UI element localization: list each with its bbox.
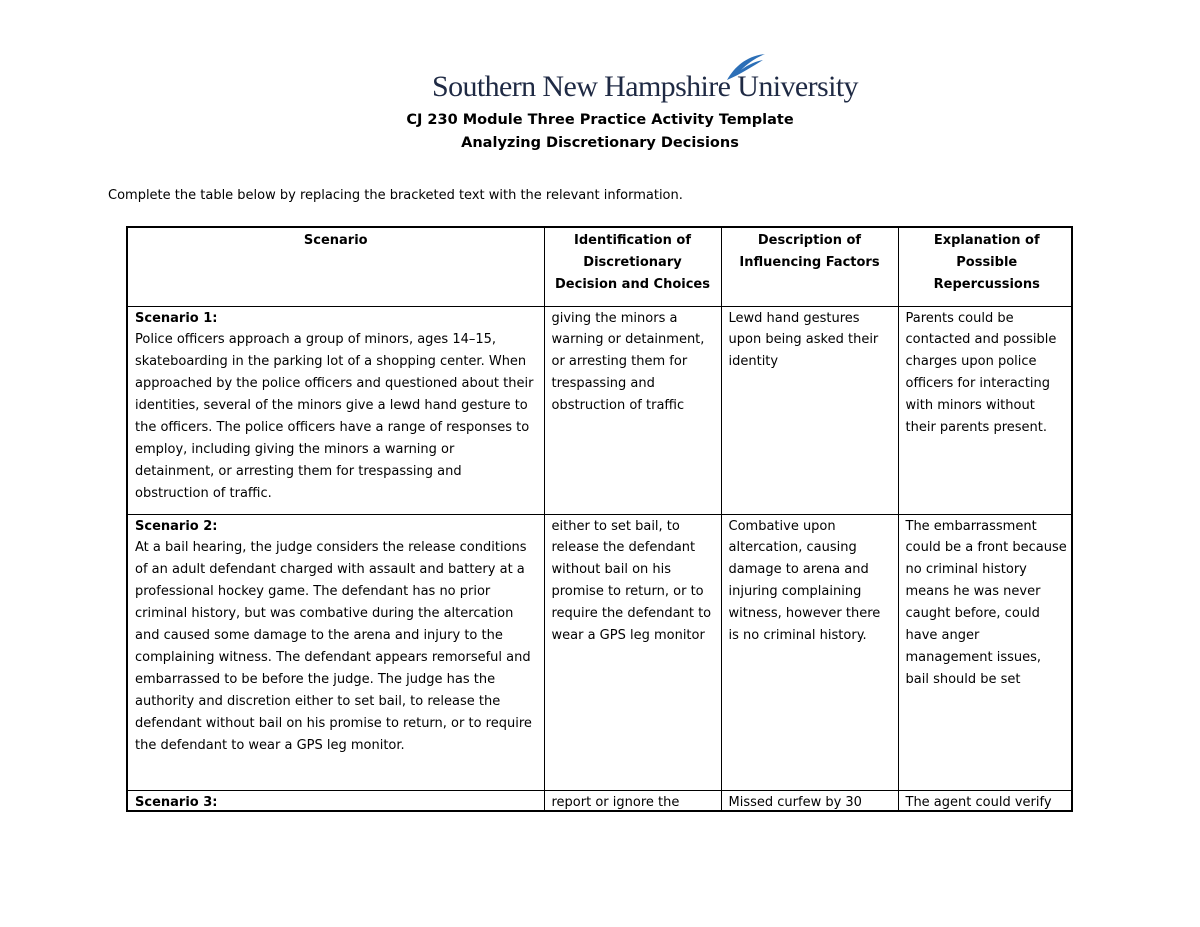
factors-cell[interactable]: Missed curfew by 30 — [721, 790, 898, 812]
repercussions-cell[interactable]: The agent could verify — [898, 790, 1073, 812]
column-header-scenario: Scenario — [128, 228, 544, 306]
document-title: CJ 230 Module Three Practice Activity Template — [406, 112, 794, 128]
scenario-label: Scenario 3: — [135, 794, 218, 810]
table-row — [128, 514, 1073, 790]
scenario-label: Scenario 2: — [135, 518, 218, 534]
university-logo — [432, 52, 858, 103]
repercussions-cell[interactable]: Parents could be contacted and possible charges upon police officers for interacting with minors without their parents present. — [898, 306, 1073, 514]
table-row — [128, 306, 1073, 514]
table-row — [128, 790, 1073, 812]
column-header-decision: Identification of Discretionary Decision and Choices — [544, 228, 721, 306]
instructions-text: Complete the table below by replacing the bracketed text with the relevant information. — [108, 188, 683, 203]
decision-cell[interactable]: either to set bail, to release the defendant without bail on his promise to return, or to require the defendant to wear a GPS leg monitor — [544, 514, 721, 790]
scenario-cell — [128, 514, 544, 790]
scenario-text: At a bail hearing, the judge considers the release conditions of an adult defendant charged with assault and battery at a professional hockey game. The defendant has no prior criminal history, but was combative during the altercation and caused some damage to the arena and injury to the complaining witness. The defendant appears remorseful and embarrassed to be before the judge. The judge has the authority and discretion either to set bail, to release the defendant without bail on his promise to return, or to require the defendant to wear a GPS leg monitor. — [135, 540, 532, 753]
decision-cell[interactable]: giving the minors a warning or detainment, or arresting them for trespassing and obstruction of traffic — [544, 306, 721, 514]
factors-cell[interactable]: Combative upon altercation, causing damage to arena and injuring complaining witness, however there is no criminal history. — [721, 514, 898, 790]
scenario-text: Police officers approach a group of minors, ages 14–15, skateboarding in the parking lot of a shopping center. When approached by the police officers and questioned about their identities, several of the minors give a lewd hand gesture to the officers. The police officers have a range of responses to employ, including giving the minors a warning or detainment, or arresting them for trespassing and obstruction of traffic. — [135, 332, 534, 501]
table-header-row — [128, 228, 1073, 306]
column-header-factors: Description of Influencing Factors — [721, 228, 898, 306]
factors-cell[interactable]: Lewd hand gestures upon being asked their identity — [721, 306, 898, 514]
column-header-repercussions: Explanation of Possible Repercussions — [898, 228, 1073, 306]
scenario-cell — [128, 790, 544, 812]
decision-cell[interactable]: report or ignore the — [544, 790, 721, 812]
repercussions-cell[interactable]: The embarrassment could be a front because no criminal history means he was never caught before, could have anger management issues, bail should be set — [898, 514, 1073, 790]
analysis-table — [126, 226, 1073, 812]
scenario-label: Scenario 1: — [135, 310, 218, 326]
scenario-cell — [128, 306, 544, 514]
feather-leaf-icon — [725, 52, 767, 82]
document-subtitle: Analyzing Discretionary Decisions — [461, 135, 739, 151]
logo-wordmark: Southern New Hampshire University — [432, 70, 858, 103]
